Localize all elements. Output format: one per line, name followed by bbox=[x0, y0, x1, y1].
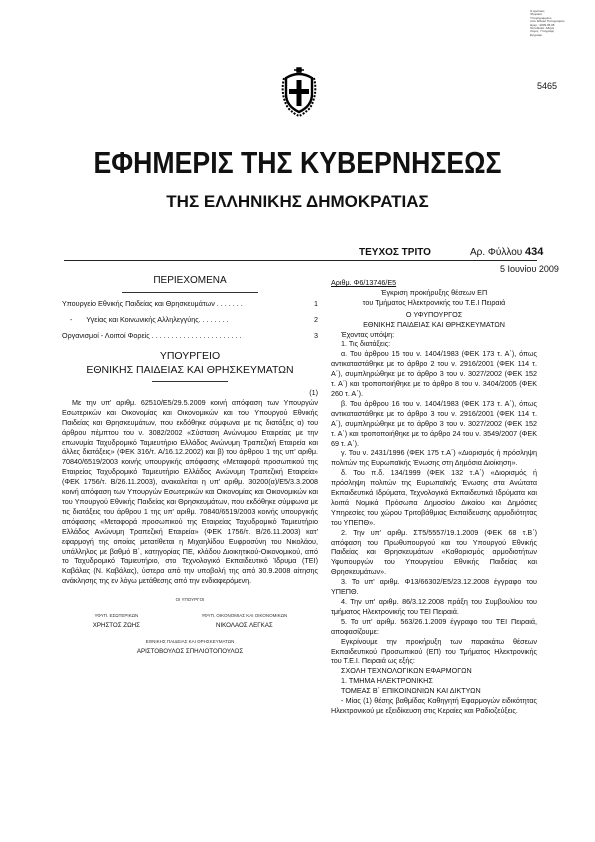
paragraph: δ. Του π.δ. 134/1999 (ΦΕΚ 132 τ.Α΄) «Διορισμός ή πρόσληψη πολιτών της Ευρωπαϊκής Ένωσης στα Ανώτατα Εκπαιδευτικά Ιδρύματα, Τεχνολογικά Εκπαιδευτικά Ιδρύματα και λοιπά Νομικά Πρόσωπα Δημοσίου Δικαίου και Δημόσιες Υπηρεσίες του χώρου Τριτοβάθμιας Εκπαίδευσης αρμοδιότητας του ΥΠΕΠΘ». bbox=[331, 468, 537, 527]
signature-name: ΧΡΗΣΤΟΣ ΖΩΗΣ bbox=[92, 621, 140, 629]
ministry-decision-2 bbox=[331, 278, 537, 716]
ministry-heading: ΥΠΟΥΡΓΕΙΟ bbox=[159, 350, 221, 362]
ministry-rule bbox=[152, 381, 228, 382]
paragraph: 4. Την υπ' αριθμ. 86/3.12.2008 πράξη του Συμβουλίου του τμήματος Ηλεκτρονικής του ΤΕΙ Πειραιά. bbox=[331, 597, 537, 616]
contents-heading: ΠΕΡΙΕΧΟΜΕΝΑ bbox=[153, 275, 227, 286]
header-rule bbox=[64, 260, 537, 261]
page-number: 5465 bbox=[537, 81, 558, 91]
paragraph: 2. Την υπ' αριθμ. ΣΤ5/5557/19.1.2009 (ΦΕΚ 68 τ.Β΄) απόφαση του Πρωθυπουργού και του Υπουργού Εθνικής Παιδείας και Θρησκευμάτων «Καθορισμός αρμοδιοτήτων Υφυπουργών του Υπουργείου Εθνικής Παιδείας και Θρησκευμάτων». bbox=[331, 527, 537, 577]
decision-subject-2: του Τμήματος Ηλεκτρονικής του Τ.Ε.Ι Πειραιά bbox=[362, 297, 506, 307]
paragraph: Έχοντας υπόψη: bbox=[341, 329, 395, 339]
signatures-row bbox=[62, 611, 318, 631]
stamp-line: Τοποθεσία: Αθήνα bbox=[530, 27, 555, 31]
decision-number: (1) bbox=[309, 388, 318, 397]
stamp-line: Εγγραφο bbox=[530, 33, 543, 37]
contents-item-text: - Υγείας και Κοινωνικής Αλληλεγγύης. . . . . . . . bbox=[62, 314, 229, 324]
signature-name: ΑΡΙΣΤΟΒΟΥΛΟΣ ΣΠΗΛΙΟΤΟΠΟΥΛΟΣ bbox=[136, 647, 244, 655]
decision-subject: Έγκριση προκήρυξης θέσεων ΕΠ bbox=[380, 287, 488, 297]
signature-role: ΥΦΥΠ. ΕΣΩΤΕΡΙΚΩΝ bbox=[94, 613, 139, 619]
contents-item bbox=[62, 331, 318, 341]
signatories-heading: ΟΙ ΥΠΟΥΡΓΟΙ bbox=[175, 597, 205, 603]
contents-item-text: Οργανισμοί - Λοιποί Φορείς . . . . . . . . . . . . . . . . . . . . . . . bbox=[62, 330, 242, 340]
paragraph: - Μίας (1) θέσης βαθμίδας Καθηγητή Εφαρμογών ειδικότητας Ηλεκτρονικού με εξειδίκευση στις Κεραίες και Ραδιοζεύξεις. bbox=[331, 696, 537, 715]
stamp-line: Ο κρατικός bbox=[530, 10, 545, 13]
paragraph: 1. Τις διατάξεις: bbox=[341, 339, 391, 349]
greek-coat-of-arms-icon bbox=[278, 64, 320, 118]
paragraph: 3. Το υπ' αριθμ. Φ13/66302/Ε5/23.12.2008 έγγραφο του ΥΠΕΠΘ. bbox=[331, 577, 537, 597]
contents-item-page: 2 bbox=[314, 314, 318, 324]
paragraph: ΣΧΟΛΗ ΤΕΧΝΟΛΟΓΙΚΩΝ ΕΦΑΡΜΟΓΩΝ bbox=[341, 666, 472, 676]
authority-heading-2: ΕΘΝΙΚΗΣ ΠΑΙΔΕΙΑΣ ΚΑΙ ΘΡΗΣΚΕΥΜΑΤΩΝ bbox=[363, 319, 505, 329]
authority-heading: Ο ΥΦΥΠΟΥΡΓΟΣ bbox=[405, 309, 463, 319]
signature-block bbox=[62, 637, 318, 657]
paragraph: 1. ΤΜΗΜΑ ΗΛΕΚΤΡΟΝΙΚΗΣ bbox=[341, 676, 433, 686]
issue-date: 5 Ιουνίου 2009 bbox=[500, 264, 559, 274]
stamp-line: Ημερ.: 2009.06.05 bbox=[530, 23, 555, 27]
stamp-line: Λόγος: Υπογραφή bbox=[530, 30, 555, 34]
gazette-subtitle: ΤΗΣ ΕΛΛΗΝΙΚΗΣ ΔΗΜΟΚΡΑΤΙΑΣ bbox=[166, 192, 429, 211]
ministry-heading-2: ΕΘΝΙΚΗΣ ΠΑΙΔΕΙΑΣ ΚΑΙ ΘΡΗΣΚΕΥΜΑΤΩΝ bbox=[86, 364, 294, 376]
signature-role: ΕΘΝΙΚΗΣ ΠΑΙΔΕΙΑΣ ΚΑΙ ΘΡΗΣΚΕΥΜΑΤΩΝ bbox=[145, 638, 235, 644]
contents-section bbox=[62, 276, 318, 341]
paragraph: β. Του άρθρου 16 του ν. 1404/1983 (ΦΕΚ 173 τ. Α΄), όπως αντικαταστάθηκε με το άρθρο 3 του ν. 2916/2001 (ΦΕΚ 114 τ. Α΄), συμπληρώθηκε με το άρθρο 3 του ν. 3027/2002 (ΦΕΚ 152 τ. Α΄) και τροποποιήθηκε με το άρθρο 24 του ν. 3549/2007 (ΦΕΚ 69 τ. Α΄). bbox=[331, 398, 537, 448]
paragraph: α. Του άρθρου 15 του ν. 1404/1983 (ΦΕΚ 173 τ. Α΄), όπως αντικαταστάθηκε με το άρθρο 2 του ν. 2916/2001 (ΦΕΚ 114 τ. Α΄), συμπληρώθηκε με το άρθρο 3 του ν. 3027/2002 (ΦΕΚ 152 τ. Α΄) και τροποποιήθηκε με το άρθρο 8 του ν. 3404/2005 (ΦΕΚ 260 τ. Α΄). bbox=[331, 349, 537, 398]
paragraph: 5. Το υπ' αριθμ. 563/26.1.2009 έγγραφο του ΤΕΙ Πειραιά, αποφασίζουμε: bbox=[331, 616, 537, 636]
digital-signature-stamp bbox=[530, 10, 582, 37]
ministry-decision-1 bbox=[62, 349, 318, 657]
stamp-line: Υπογεγραμμένο bbox=[530, 16, 552, 20]
issue-label: ΤΕΥΧΟΣ ΤΡΙΤΟ bbox=[359, 247, 431, 258]
decision-body: Με την υπ' αριθμ. 62510/Ε5/29.5.2009 κοινή απόφαση των Υπουργών Εσωτερικών και Οικονομίας και Οικονομικών και του Υπουργού Εθνικής Παιδείας και Θρησκευμάτων, που εκδόθηκε σύμφωνα με τις διατάξεις α) του άρθρου πέμπτου του ν. 3082/2002 «Σύσταση Ανώνυμου Εταιρείας με την επωνυμία Ταχυδρομικό Ταμιευτήριο Ελλάδος Ανώνυμη Τραπεζική Εταιρεία και άλλες διατάξεις» (ΦΕΚ 316/τ. Α/16.12.2002) και β) του άρθρου 1 της υπ' αριθμ. 70840/6519/2003 κοινής υπουργικής απόφασης «Μεταφορά προσωπικού της Εταιρείας Ταχυδρομικό Ταμιευτήριο Ελλάδος Ανώνυμη Τραπεζική Εταιρεία» (ΦΕΚ 1756/τ. Β/26.11.2003), ανακαλείται η υπ' αριθμ. 30200(α)/Ε5/3.3.2008 κοινή απόφαση των Υπουργών Εσωτερικών και Οικονομίας και Οικονομικών και του Υπουργού Εθνικής Παιδείας και Θρησκευμάτων, που εκδόθηκε σύμφωνα με τις διατάξεις του άρθρου 1 της υπ' αριθμ. 70840/6519/2003 κοινής υπουργικής απόφασης «Μεταφορά προσωπικού της Εταιρείας Ταχυδρομικό Ταμιευτήριο Ελλάδος Ανώνυμη Τραπεζική Εταιρεία» (ΦΕΚ 1756/τ. Β/26.11.2003) κατ' εφαρμογή της οποίας μετατίθεται η Μιχαηλίδου Ευφροσύνη του Νικολάου, υπάλληλος με βαθμό Β΄, κατηγορίας ΠΕ, κλάδου Διοικητικού-Οικονομικού, από το Ταχυδρομικό Ταμιευτήριο, στο Τεχνολογικό Εκπαιδευτικό Ίδρυμα (ΤΕΙ) Καβάλας (Ν. Καβάλας), ύστερα από την υποβολή της από 30.9.2008 αίτησης ανάκλησης της εν λόγω μετάθεσης από την ενδιαφερόμενη. bbox=[62, 397, 318, 586]
paragraph: γ. Του ν. 2431/1996 (ΦΕΚ 175 τ.Α΄) «Διορισμός ή πρόσληψη πολιτών της Ευρωπαϊκής Ένωσης στη Δημόσια Διοίκηση». bbox=[331, 448, 537, 468]
stamp-line: Ψηφιακά bbox=[530, 13, 542, 17]
paragraph: Εγκρίνουμε την προκήρυξη των παρακάτω θέσεων Εκπαιδευτικού Προσωπικού (ΕΠ) του Τμήματος Ηλεκτρονικής του Τ.Ε.Ι. Πειραιά ως εξής: bbox=[331, 636, 537, 666]
stamp-line: από: Εθνικό Τυπογραφείο bbox=[530, 20, 565, 24]
signature-name: ΝΙΚΟΛΑΟΣ ΛΕΓΚΑΣ bbox=[215, 621, 273, 629]
sheet-label: Αρ. Φύλλου bbox=[470, 247, 523, 258]
signature-role: ΥΦΥΠ. ΟΙΚΟΝΟΜΙΑΣ ΚΑΙ ΟΙΚΟΝΟΜΙΚΩΝ bbox=[201, 613, 288, 619]
contents-item-page: 3 bbox=[314, 330, 318, 340]
sheet-number-value: 434 bbox=[525, 246, 544, 258]
contents-item bbox=[62, 315, 318, 325]
contents-item-text: Υπουργείο Εθνικής Παιδείας και Θρησκευμάτων . . . . . . . bbox=[62, 298, 243, 308]
paragraph: ΤΟΜΕΑΣ Β΄ ΕΠΙΚΟΙΝΩΝΙΩΝ ΚΑΙ ΔΙΚΤΥΩΝ bbox=[341, 686, 481, 696]
contents-item-page: 1 bbox=[314, 298, 318, 308]
signature-block bbox=[93, 611, 140, 631]
gazette-title: ΕΦΗΜΕΡΙΣ ΤΗΣ ΚΥΒΕΡΝΗΣΕΩΣ bbox=[93, 145, 502, 180]
decision-ref: Αριθμ. Φ6/13746/Ε5 bbox=[331, 278, 397, 287]
contents-item bbox=[62, 299, 318, 309]
signature-block bbox=[201, 611, 287, 631]
sheet-number bbox=[470, 246, 543, 258]
contents-rule bbox=[122, 292, 258, 293]
